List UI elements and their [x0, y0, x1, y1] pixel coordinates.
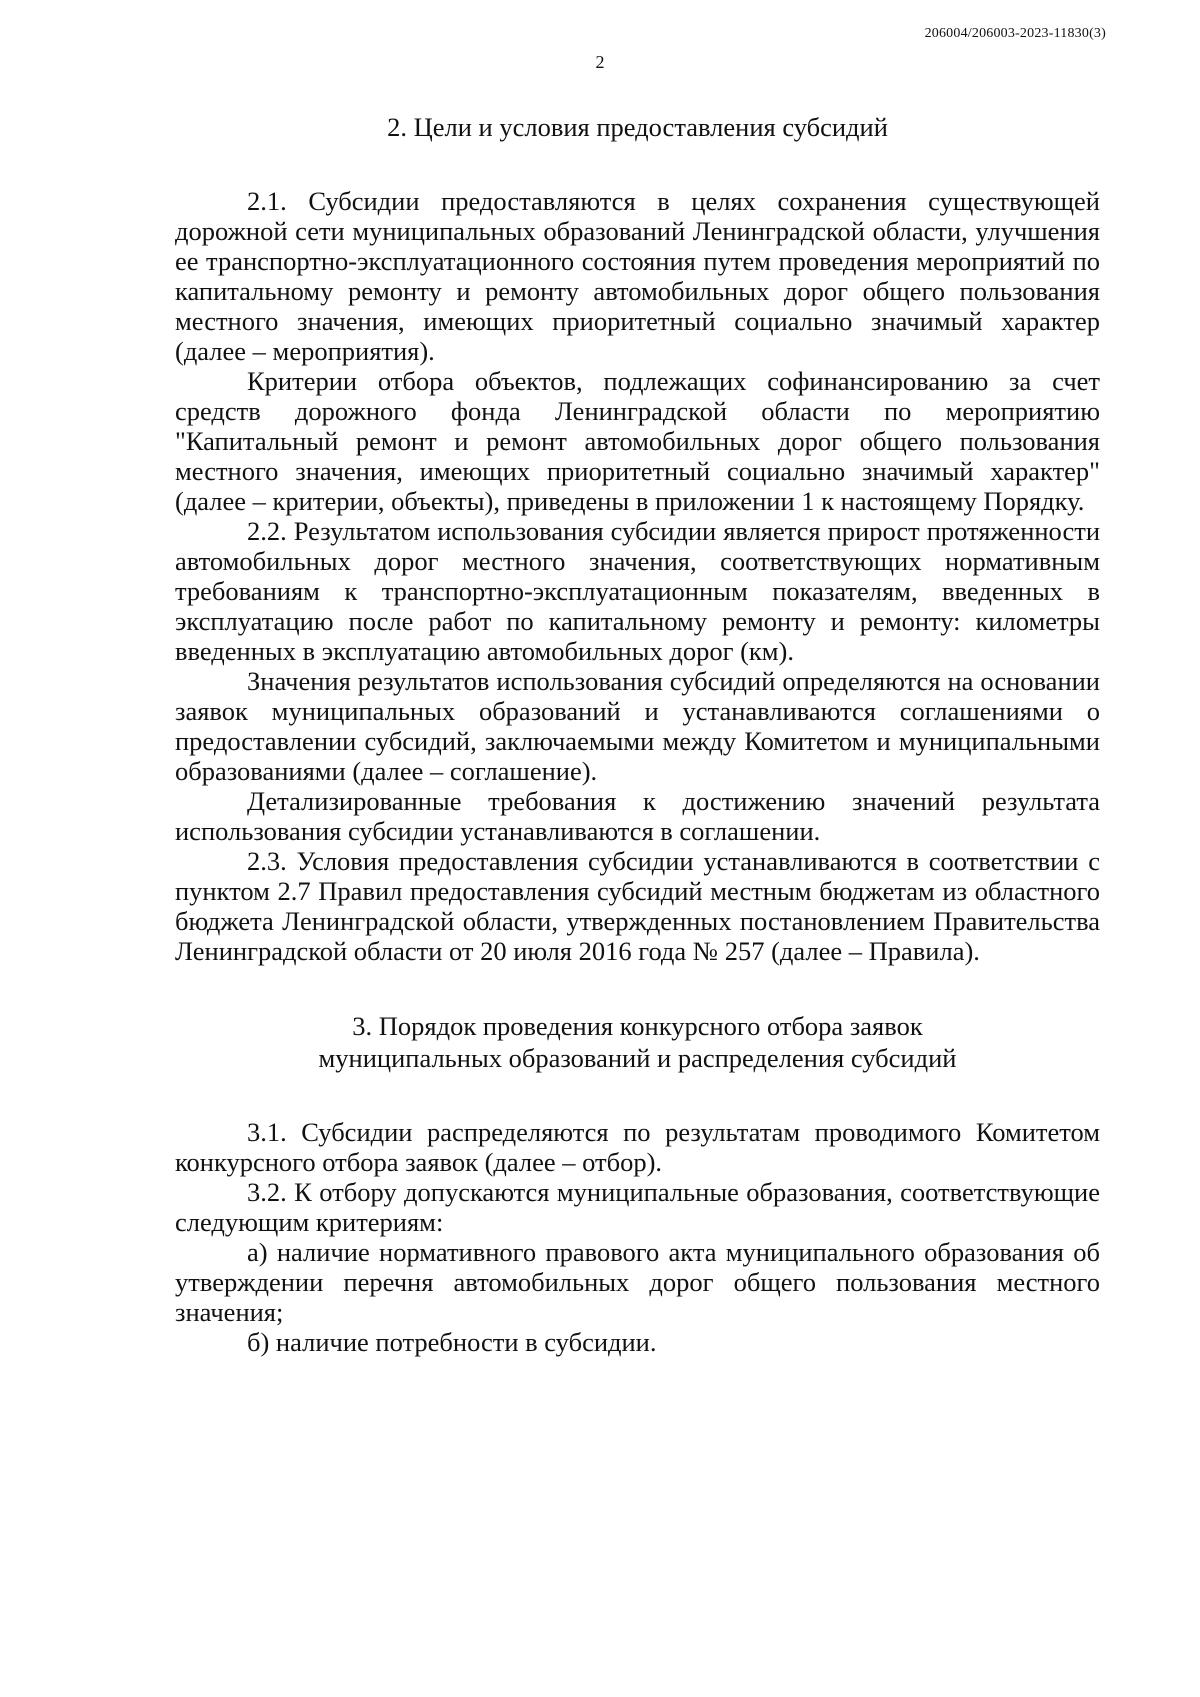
section-3-heading-line-2: муниципальных образований и распределения субсидий — [318, 1043, 957, 1073]
paragraph-3-1: 3.1. Субсидии распределяются по результатам проводимого Комитетом конкурсного отбора заявок (далее – отбор). — [175, 1117, 1100, 1177]
paragraph-2-2: 2.2. Результатом использования субсидии является прирост протяженности автомобильных дорог местного значения, соответствующих нормативным требованиям к транспортно-эксплуатационным показателям, введенных в эксплуатацию после работ по капитальному ремонту и ремонту: километры введенных в эксплуатацию автомобильных дорог (км). — [175, 516, 1100, 666]
paragraph-3-2: 3.2. К отбору допускаются муниципальные образования, соответствующие следующим критериям: — [175, 1177, 1100, 1237]
section-3-heading — [175, 1010, 1100, 1074]
paragraph-2-3: 2.3. Условия предоставления субсидии устанавливаются в соответствии с пунктом 2.7 Правил предоставления субсидий местным бюджетам из областного бюджета Ленинградской области, утвержденных постановлением Правительства Ленинградской области от 20 июля 2016 года № 257 (далее – Правила). — [175, 846, 1100, 966]
list-item-a: а) наличие нормативного правового акта муниципального образования об утверждении перечня автомобильных дорог общего пользования местного значения; — [175, 1237, 1100, 1327]
section-3-heading-line-1: 3. Порядок проведения конкурсного отбора заявок — [352, 1011, 923, 1041]
paragraph-detailed-requirements: Детализированные требования к достижению значений результата использования субсидии устанавливаются в соглашении. — [175, 786, 1100, 846]
document-body — [175, 112, 1100, 1357]
paragraph-2-1: 2.1. Субсидии предоставляются в целях сохранения существующей дорожной сети муниципальных образований Ленинградской области, улучшения ее транспортно-эксплуатационного состояния путем проведения мероприятий по капитальному ремонту и ремонту автомобильных дорог общего пользования местного значения, имеющих приоритетный социально значимый характер (далее – мероприятия). — [175, 186, 1100, 366]
section-2-heading: 2. Цели и условия предоставления субсидий — [387, 112, 888, 142]
paragraph-criteria: Критерии отбора объектов, подлежащих софинансированию за счет средств дорожного фонда Ленинградской области по мероприятию "Капитальный ремонт и ремонт автомобильных дорог общего пользования местного значения, имеющих приоритетный социально значимый характер" (далее – критерии, объекты), приведены в приложении 1 к настоящему Порядку. — [175, 366, 1100, 516]
document-registration-number: 206004/206003-2023-11830(3) — [924, 26, 1106, 41]
paragraph-result-values: Значения результатов использования субсидий определяются на основании заявок муниципальных образований и устанавливаются соглашениями о предоставлении субсидий, заключаемыми между Комитетом и муниципальными образованиями (далее – соглашение). — [175, 666, 1100, 786]
page-number: 2 — [595, 52, 605, 72]
list-item-b: б) наличие потребности в субсидии. — [247, 1327, 657, 1357]
